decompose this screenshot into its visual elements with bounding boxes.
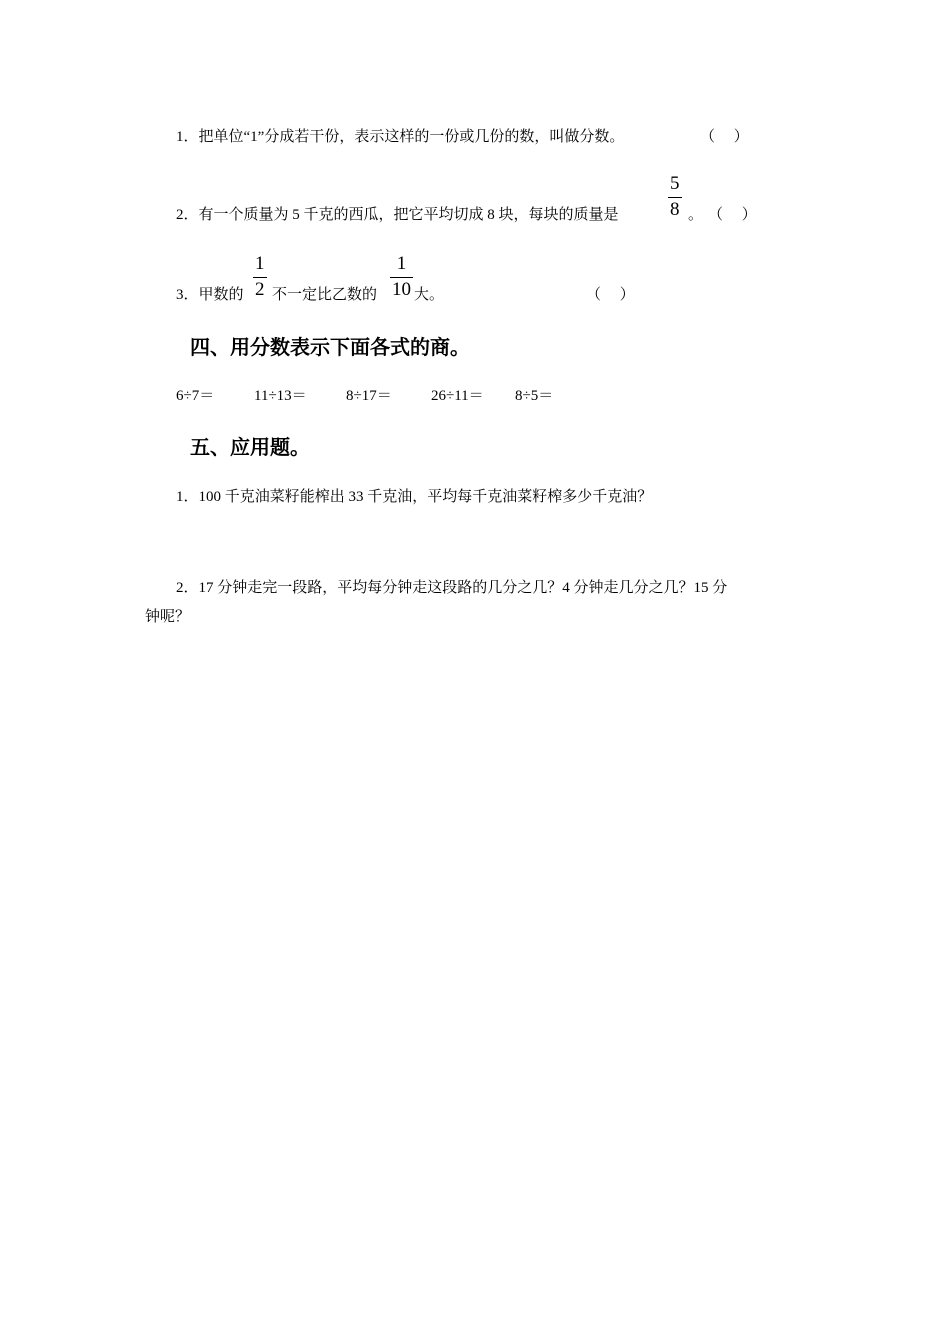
question-text: 把单位“1”分成若干份，表示这样的一份或几份的数，叫做分数。 [198,129,625,145]
fraction-denominator: 2 [255,279,265,300]
fraction-1-2 [253,254,267,300]
fraction-1-10 [390,254,413,300]
question-text: 甲数的 [198,287,244,303]
fraction-bar [668,197,682,198]
word-problem-2-line-2: 钟呢？ [145,609,191,625]
fraction-numerator: 1 [255,253,265,274]
division-item-2: 11÷13＝ [254,388,307,404]
question-text-end: 大。 [414,287,445,303]
division-item-1: 6÷7＝ [176,388,215,404]
fraction-bar [253,277,267,278]
answer-parentheses: （ ） [708,207,757,223]
division-item-5: 8÷5＝ [515,388,554,404]
fraction-denominator: 8 [670,199,680,220]
answer-parentheses: （ ） [586,287,635,303]
section-5-title: 五、应用题。 [190,435,310,459]
question-text-end: 。 [688,207,704,223]
question-text: 不一定比乙数的 [272,287,378,303]
question-number: 1． [176,129,199,145]
division-item-4: 26÷11＝ [431,388,484,404]
fraction-bar [390,277,413,278]
judge-question-2 [176,205,619,225]
fraction-5-8 [668,174,682,220]
judge-question-1 [176,127,624,147]
answer-parentheses: （ ） [700,129,749,145]
word-problem-2-line-1: 2．17 分钟走完一段路，平均每分钟走这段路的几分之几？4 分钟走几分之几？15 分 [176,580,728,596]
question-number: 2． [176,207,199,223]
fraction-denominator: 10 [392,279,411,300]
section-4-title: 四、用分数表示下面各式的商。 [190,335,470,359]
fraction-numerator: 5 [670,173,680,194]
question-text: 有一个质量为 5 千克的西瓜，把它平均切成 8 块，每块的质量是 [198,207,619,223]
question-number: 3． [176,287,199,303]
judge-question-3 [176,285,244,305]
division-item-3: 8÷17＝ [346,388,392,404]
word-problem-1: 1．100 千克油菜籽能榨出 33 千克油，平均每千克油菜籽榨多少千克油？ [176,489,653,505]
fraction-numerator: 1 [396,253,407,274]
